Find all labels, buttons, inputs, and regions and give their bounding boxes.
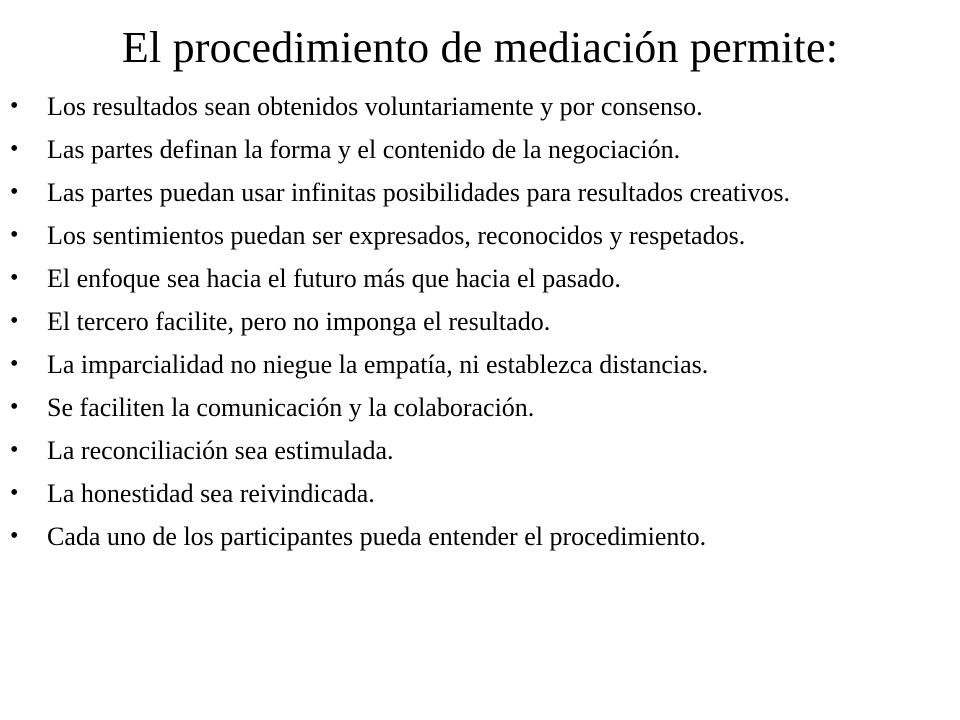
- bullet-item: [10, 520, 945, 553]
- bullet-icon: •: [10, 480, 19, 506]
- bullet-list: [10, 90, 945, 563]
- bullet-item: [10, 391, 945, 424]
- bullet-text: Las partes definan la forma y el contenido de la negociación.: [47, 135, 681, 164]
- bullet-icon: •: [10, 351, 19, 377]
- bullet-text: El enfoque sea hacia el futuro más que hacia el pasado.: [47, 264, 621, 293]
- bullet-icon: •: [10, 136, 19, 162]
- bullet-icon: •: [10, 179, 19, 205]
- bullet-text: El tercero facilite, pero no imponga el resultado.: [47, 307, 551, 336]
- bullet-icon: •: [10, 93, 19, 119]
- bullet-text: La imparcialidad no niegue la empatía, ni establezca distancias.: [47, 350, 709, 379]
- bullet-item: [10, 477, 945, 510]
- bullet-text: Se faciliten la comunicación y la colaboración.: [47, 393, 535, 422]
- bullet-item: [10, 176, 945, 209]
- bullet-text: Los resultados sean obtenidos voluntariamente y por consenso.: [47, 92, 703, 121]
- bullet-item: [10, 262, 945, 295]
- bullet-item: [10, 90, 945, 123]
- bullet-text: Las partes puedan usar infinitas posibilidades para resultados creativos.: [47, 178, 790, 207]
- bullet-text: Cada uno de los participantes pueda entender el procedimiento.: [47, 522, 707, 551]
- bullet-item: [10, 434, 945, 467]
- bullet-item: [10, 133, 945, 166]
- slide-title: El procedimiento de mediación permite:: [121, 23, 839, 72]
- bullet-icon: •: [10, 437, 19, 463]
- bullet-text: Los sentimientos puedan ser expresados, reconocidos y respetados.: [47, 221, 746, 250]
- bullet-icon: •: [10, 394, 19, 420]
- bullet-icon: •: [10, 523, 19, 549]
- bullet-icon: •: [10, 222, 19, 248]
- bullet-item: [10, 305, 945, 338]
- bullet-icon: •: [10, 308, 19, 334]
- bullet-icon: •: [10, 265, 19, 291]
- bullet-item: [10, 219, 945, 252]
- bullet-item: [10, 348, 945, 381]
- bullet-text: La reconciliación sea estimulada.: [47, 436, 394, 465]
- bullet-text: La honestidad sea reivindicada.: [47, 479, 375, 508]
